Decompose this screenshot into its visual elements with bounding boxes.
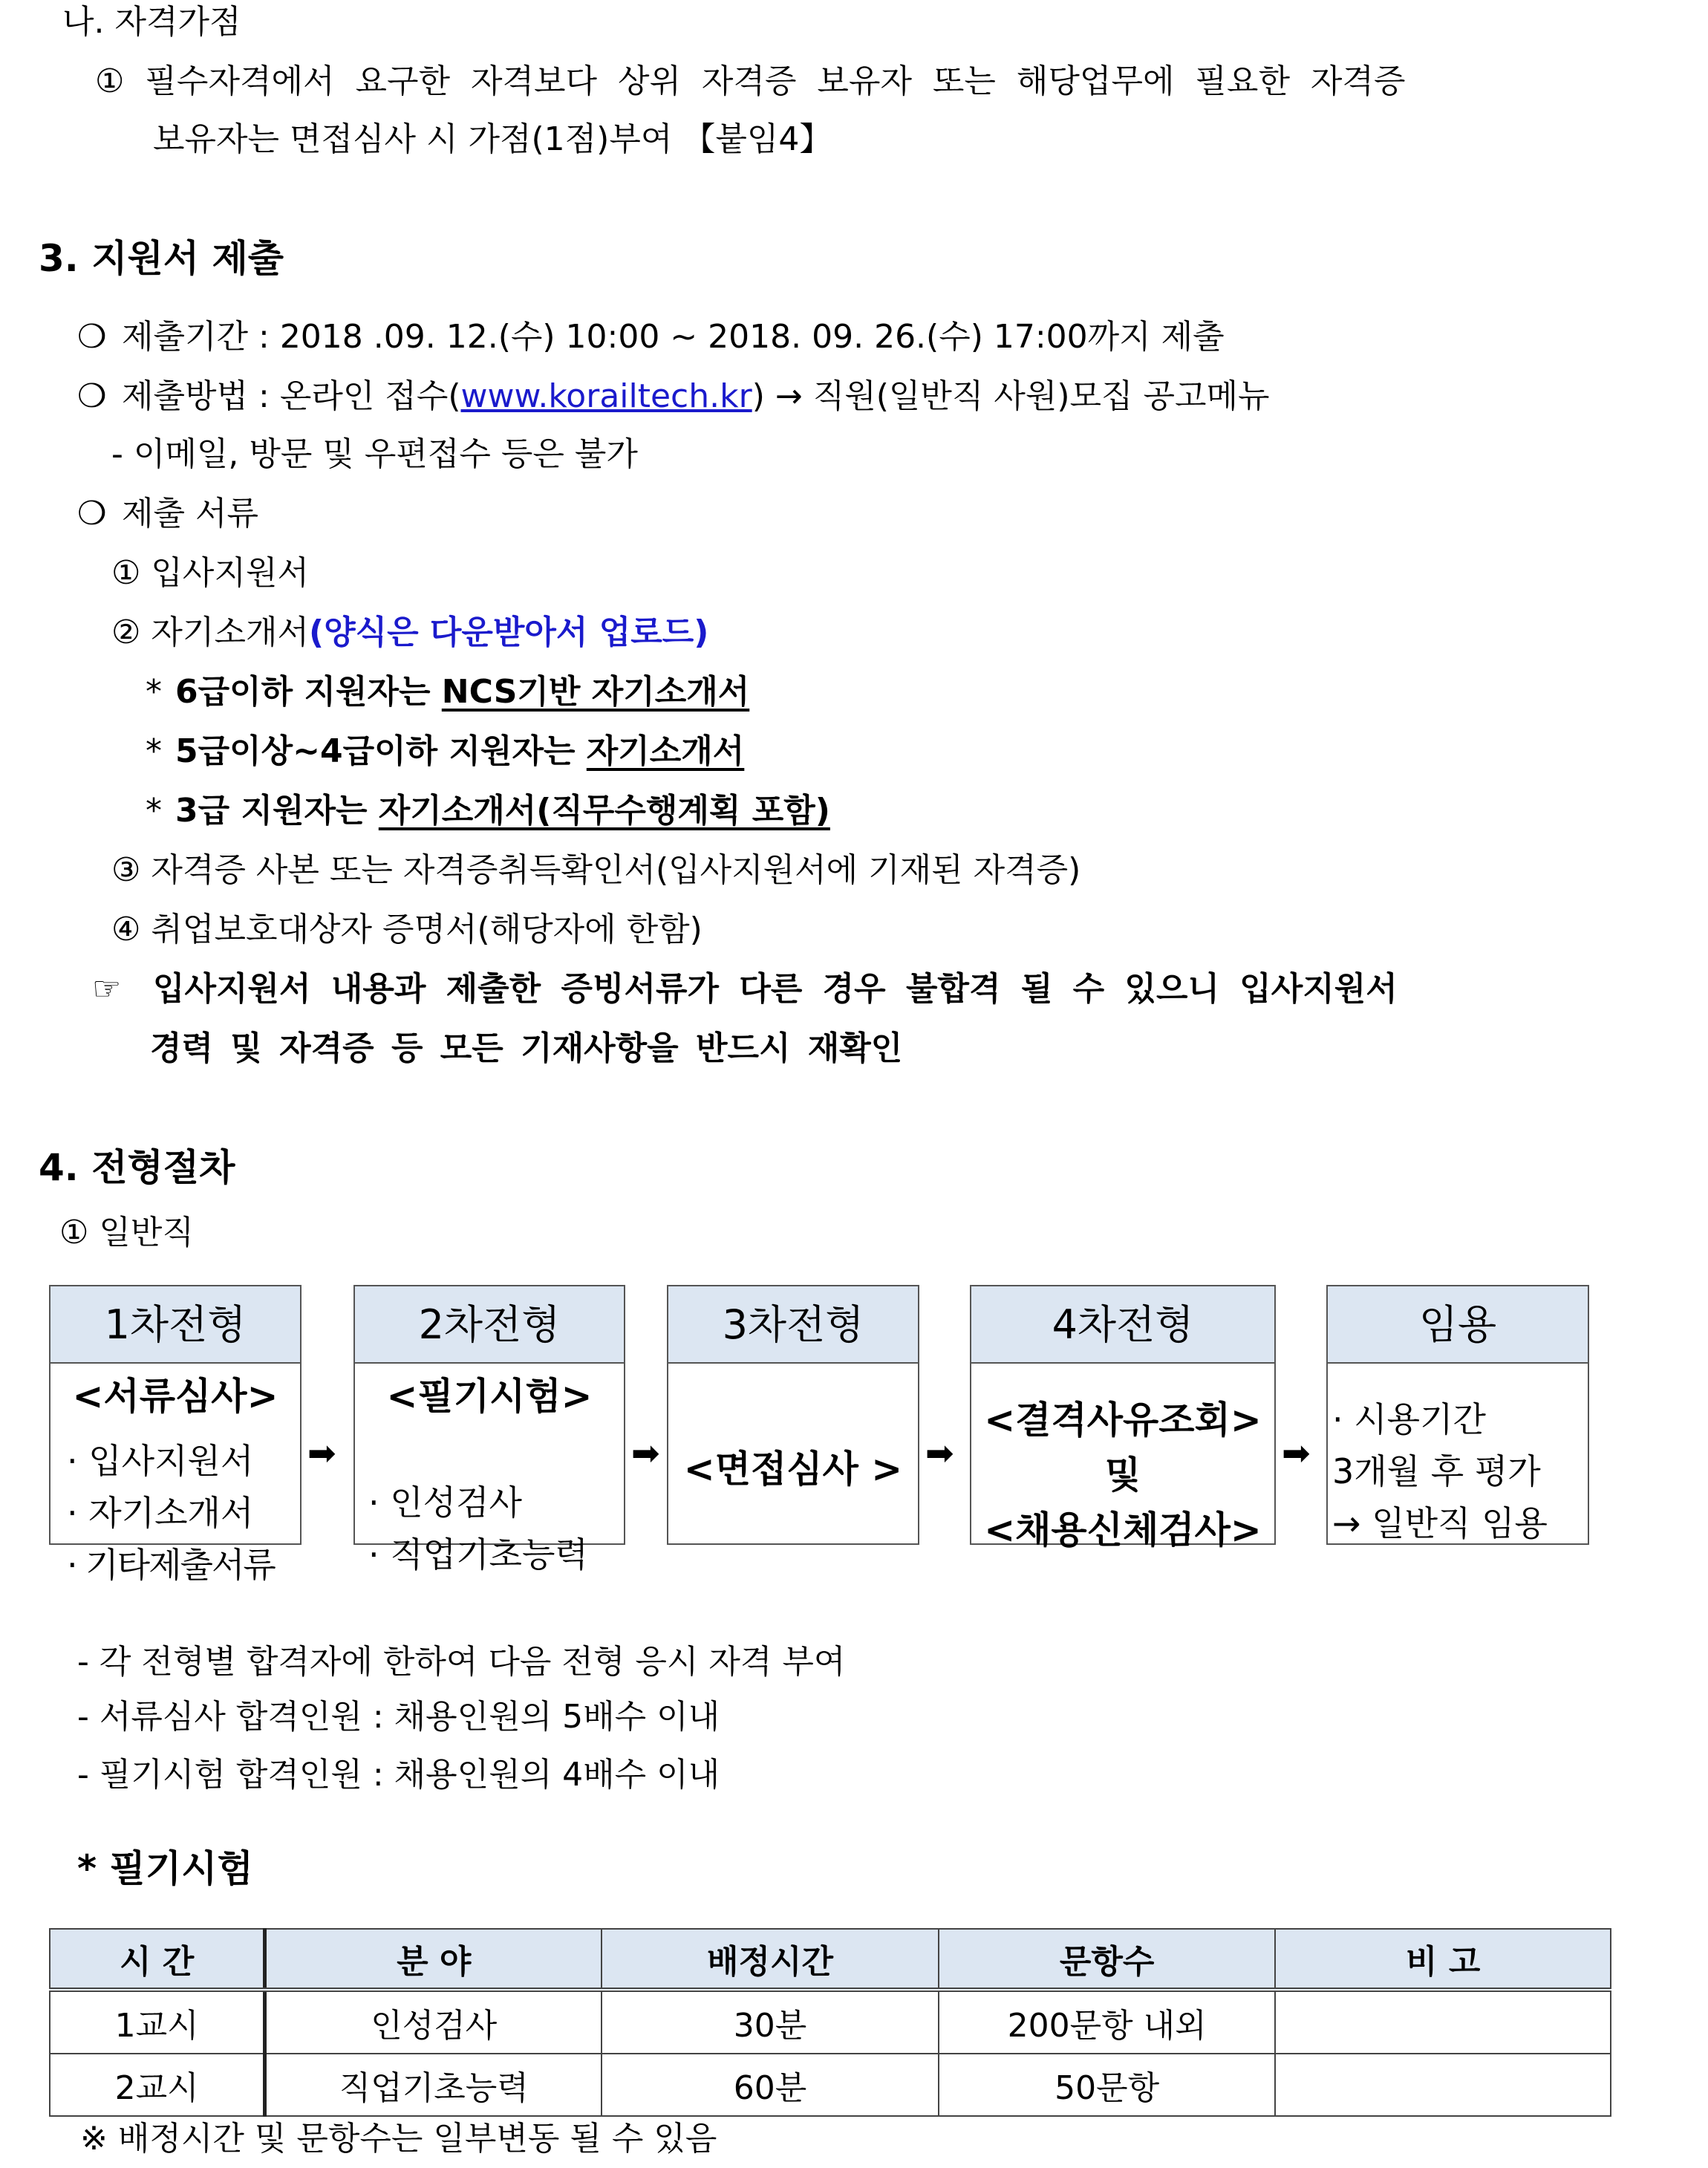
stage-4-title-2: 및: [1104, 1454, 1141, 1497]
stage-5-item-3: → 일반직 임용: [1332, 1503, 1548, 1543]
sub3-underlined: 자기소개서(직무수행계획 포함): [378, 792, 830, 830]
stage-2-head: 2차전형: [355, 1286, 624, 1364]
warning-line-2: 경력 및 자격증 등 모든 기재사항을 반드시 재확인: [150, 1029, 903, 1067]
stage-1-title: <서류심사>: [72, 1375, 278, 1418]
stage-2-title: <필기시험>: [386, 1375, 593, 1418]
doc-item-2-note: (양식은 다운받아서 업로드): [308, 613, 709, 651]
stage-1-box: [49, 1285, 301, 1585]
section3-title: 3. 지원서 제출: [39, 237, 284, 280]
stage-5-head: 임용: [1328, 1286, 1588, 1364]
stage-4-box: [970, 1285, 1276, 1552]
exam-cell: 직업기초능력: [265, 2054, 602, 2116]
exam-cell: 2교시: [50, 2054, 265, 2116]
exam-table: [49, 1928, 1611, 2117]
exam-cell: 30분: [602, 1990, 939, 2054]
doc-item-3: ③ 자격증 사본 또는 자격증취득확인서(입사지원서에 기재된 자격증): [111, 851, 1081, 889]
arrow-right-icon: ➡: [925, 1433, 954, 1473]
doc-sub-3: [146, 789, 830, 833]
doc-item-2: [111, 611, 708, 655]
warning-text-1: 입사지원서 내용과 제출한 증빙서류가 다른 경우 불합격 될 수 있으니 입사지원서: [153, 970, 1398, 1008]
exam-header-time: 시 간: [50, 1929, 265, 1990]
exam-cell: [1275, 1990, 1611, 2054]
korailtech-link[interactable]: www.korailtech.kr: [460, 377, 752, 415]
stage-3-box: [667, 1285, 919, 1545]
section4-title: 4. 전형절차: [39, 1146, 235, 1189]
exam-header-duration: 배정시간: [602, 1929, 939, 1990]
doc-sub-1: [146, 670, 749, 714]
table-row: [50, 1990, 1611, 2054]
exam-footnote: ※ 배정시간 및 문항수는 일부변동 될 수 있음: [80, 2120, 717, 2158]
stage-3-title: <면접심사 >: [683, 1448, 903, 1491]
stage-4-title-3: <채용신체검사>: [984, 1508, 1262, 1552]
sub2-underlined: 자기소개서: [586, 732, 745, 770]
sub3-prefix: 3급 지원자는: [175, 792, 379, 830]
exam-header-questions: 문항수: [939, 1929, 1276, 1990]
submission-period-text: 제출기간 : 2018 .09. 12.(수) 10:00 ~ 2018. 09. 26.(수) 17:00까지 제출: [122, 318, 1225, 356]
sub1-prefix: 6급이하 지원자는: [175, 673, 442, 711]
exam-title: * 필기시험: [77, 1847, 253, 1890]
stage-2-item-2: · 직업기초능력: [368, 1534, 588, 1575]
exam-cell: 60분: [602, 2054, 939, 2116]
exam-header-field: 분 야: [265, 1929, 602, 1990]
stage-1-item-3: · 기타제출서류: [67, 1545, 275, 1585]
section-na-item1-line1: ① 필수자격에서 요구한 자격보다 상위 자격증 보유자 또는 해당업무에 필요한 자격증: [95, 62, 1406, 100]
submission-docs-title: 제출 서류: [122, 495, 259, 533]
stage-5-box: [1326, 1285, 1589, 1545]
doc-item-2-label: ② 자기소개서: [111, 613, 309, 651]
sub1-underlined: NCS기반 자기소개서: [441, 673, 750, 711]
submission-method-note: - 이메일, 방문 및 우편접수 등은 불가: [111, 435, 638, 473]
stage-5-item-1: · 시용기간: [1332, 1399, 1486, 1439]
exam-cell: 50문항: [939, 2054, 1276, 2116]
exam-cell: 200문항 내외: [939, 1990, 1276, 2054]
method-suffix: ) → 직원(일반직 사원)모집 공고메뉴: [752, 377, 1270, 415]
section4-subtitle: ① 일반직: [59, 1214, 194, 1251]
sub2-prefix: 5급이상~4급이하 지원자는: [175, 732, 587, 770]
period-bullet: ❍: [77, 318, 107, 356]
warning-line-1: [92, 967, 1398, 1012]
submission-period: [77, 315, 1225, 359]
section-na-item1-line2: 보유자는 면접심사 시 가점(1점)부여 【붙임4】: [153, 120, 832, 158]
stage-1-head: 1차전형: [50, 1286, 300, 1364]
pointing-hand-icon: ☞: [92, 970, 122, 1008]
stage-2-box: [353, 1285, 625, 1575]
stage-1-item-1: · 입사지원서: [67, 1441, 254, 1481]
exam-cell: 인성검사: [265, 1990, 602, 2054]
doc-sub-2: [146, 729, 744, 774]
doc-item-4: ④ 취업보호대상자 증명서(해당자에 한함): [111, 911, 703, 948]
exam-cell: [1275, 2054, 1611, 2116]
stage-1-item-2: · 자기소개서: [67, 1493, 254, 1533]
stage-note-2: - 서류심사 합격인원 : 채용인원의 5배수 이내: [77, 1698, 720, 1736]
sub1-star: *: [146, 673, 162, 711]
sub3-star: *: [146, 792, 162, 830]
submission-method: [77, 374, 1270, 419]
arrow-right-icon: ➡: [631, 1433, 660, 1473]
stage-4-title-1: <결격사유조회>: [984, 1399, 1262, 1442]
exam-header-remarks: 비 고: [1275, 1929, 1611, 1990]
arrow-right-icon: ➡: [307, 1433, 336, 1473]
submission-docs: [77, 492, 258, 536]
stage-note-3: - 필기시험 합격인원 : 채용인원의 4배수 이내: [77, 1756, 720, 1794]
table-row: [50, 2054, 1611, 2116]
stage-note-1: - 각 전형별 합격자에 한하여 다음 전형 응시 자격 부여: [77, 1643, 846, 1681]
stage-3-head: 3차전형: [668, 1286, 918, 1364]
stage-4-head: 4차전형: [971, 1286, 1274, 1364]
method-bullet: ❍: [77, 377, 107, 415]
sub2-star: *: [146, 732, 162, 770]
docs-bullet: ❍: [77, 495, 107, 533]
stage-5-item-2: 3개월 후 평가: [1332, 1451, 1541, 1491]
stage-2-item-1: · 인성검사: [368, 1482, 522, 1523]
exam-cell: 1교시: [50, 1990, 265, 2054]
arrow-right-icon: ➡: [1282, 1433, 1311, 1473]
doc-item-1: ① 입사지원서: [111, 554, 309, 592]
section-na-title: 나. 자격가점: [62, 3, 241, 41]
method-prefix: 제출방법 : 온라인 접수(: [122, 377, 461, 415]
